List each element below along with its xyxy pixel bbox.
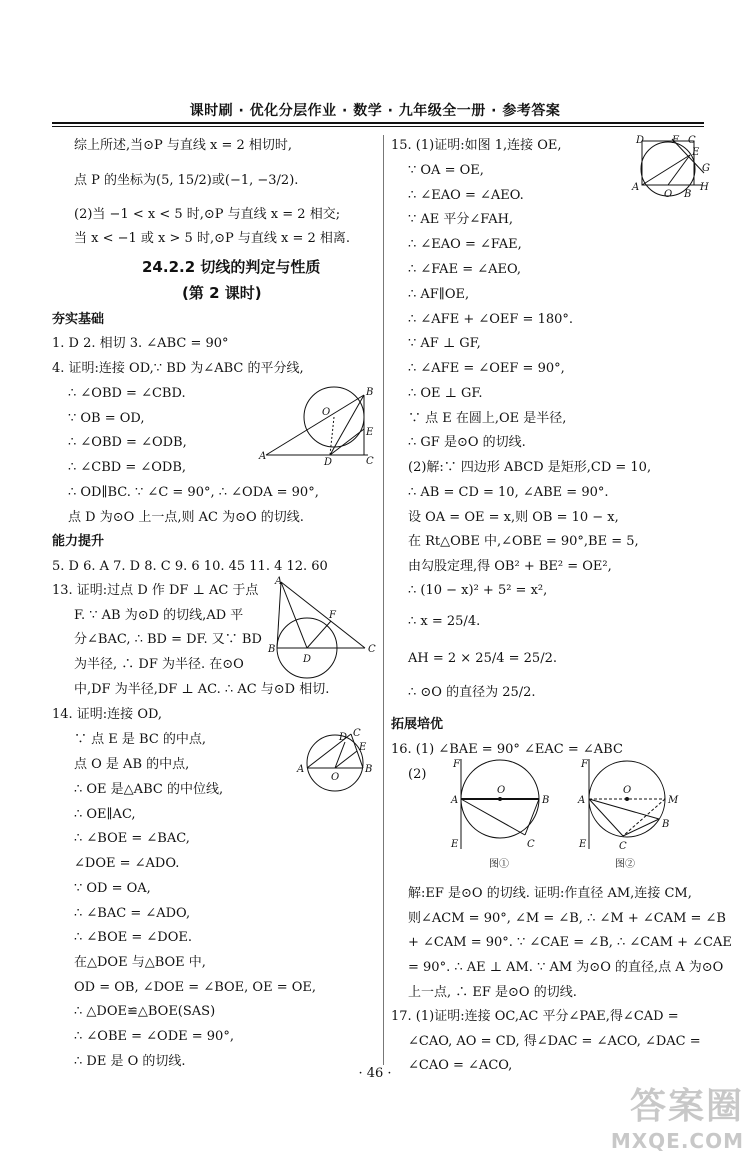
left-text-line: ∴ ∠BOE = ∠BAC, [74,831,190,846]
right-text-line: ∴ ⊙O 的直径为 25/2. [408,685,536,700]
left-text-line: 中,DF 为半径,DF ⊥ AC. ∴ AC 与⊙D 相切. [74,682,330,697]
left-text-line: 点 D 为⊙O 上一点,则 AC 为⊙O 的切线. [68,510,304,525]
right-text-line: ∴ AB = CD = 10, ∠ABE = 90°. [408,485,609,500]
left-text-line: ∵ 点 E 是 BC 的中点, [74,732,207,747]
right-text-line: ∠CAO = ∠ACO, [408,1058,513,1073]
left-text-line: 点 P 的坐标为(5, 15/2)或(−1, −3/2). [74,173,299,188]
fig15-label-c: C [688,135,696,146]
right-text-line: 由勾股定理,得 OB² + BE² = OE², [408,559,612,574]
left-text-line: 能力提升 [52,534,105,549]
fig14-label-a: A [297,764,305,775]
watermark [611,1078,744,1153]
left-text-line: ∴ △DOE≌△BOE(SAS) [74,1004,216,1019]
page-number: · 46 · [358,1066,392,1081]
right-text-line: 15. (1)证明:如图 1,连接 OE, [391,138,562,153]
left-text-line: 24.2.2 切线的判定与性质 [142,258,321,276]
fig16b-label-c: C [619,841,627,852]
fig15-label-g: G [702,163,710,174]
fig4-label-a: A [259,451,267,462]
right-text-line: ∴ GF 是⊙O 的切线. [408,435,526,450]
right-text-line: ∴ ∠FAE = ∠AEO, [408,262,522,277]
figure-q15 [628,135,708,201]
fig14-label-o: O [331,772,340,783]
fig13-label-c: C [368,644,376,655]
fig16a-label-b: B [542,795,550,806]
fig16b-label-b: B [662,819,670,830]
fig14-label-d: D [339,732,348,743]
running-header: 课时刷 · 优化分层作业 · 数学 · 九年级全一册 · 参考答案 [189,103,561,119]
fig16a-label-c: C [527,839,535,850]
left-text-line: 综上所述,当⊙P 与直线 x = 2 相切时, [74,138,293,153]
left-text-line: 14. 证明:连接 OD, [52,707,163,722]
left-text-line: ∴ ∠OBE = ∠ODE = 90°, [74,1029,234,1044]
watermark-line2: MXQE.COM [610,1129,744,1153]
fig16a-label-o: O [497,785,506,796]
fig16b-label-f: F [581,759,588,770]
fig13-label-b: B [268,644,276,655]
right-text-line: ∴ ∠EAO = ∠AEO. [408,188,524,203]
figure-q16-1 [445,755,555,873]
fig4-label-b: B [366,387,374,398]
right-text-line: 在 Rt△OBE 中,∠OBE = 90°,BE = 5, [408,534,639,549]
left-text-line: (2)当 −1 < x < 5 时,⊙P 与直线 x = 2 相交; [74,207,341,222]
right-text-line: ∴ ∠EAO = ∠FAE, [408,237,522,252]
fig16a-caption: 图① [489,859,509,870]
fig13-label-a: A [275,576,283,587]
left-text-line: 1. D 2. 相切 3. ∠ABC = 90° [52,336,229,351]
left-text-line: 13. 证明:过点 D 作 DF ⊥ AC 于点 [52,583,259,598]
left-text-line: 为半径, ∴ DF 为半径. 在⊙O [74,657,244,672]
left-text-line: (第 2 课时) [182,284,262,302]
left-text-line: OD = OB, ∠DOE = ∠BOE, OE = OE, [74,980,317,995]
left-text-line: ∴ OD∥BC. ∵ ∠C = 90°, ∴ ∠ODA = 90°, [68,485,319,500]
fig13-label-d: D [303,654,312,665]
right-text-line: ∵ AF ⊥ GF, [408,336,481,351]
left-text-line: ∴ DE 是 O 的切线. [74,1054,186,1069]
right-text-line: ∵ 点 E 在圆上,OE 是半径, [408,411,567,426]
right-text-line: ∠CAO, AO = CD, 得∠DAC = ∠ACO, ∠DAC = [408,1034,701,1049]
fig15-label-f: F [672,135,679,146]
left-text-line: ∠DOE = ∠ADO. [74,856,180,871]
fig15-label-b: B [684,189,692,200]
fig14-label-b: B [365,764,373,775]
left-text-line: ∴ ∠CBD = ∠ODB, [68,460,187,475]
fig16b-label-e: E [579,839,587,850]
right-text-line: AH = 2 × 25/4 = 25/2. [408,651,557,666]
right-text-line: + ∠CAM = 90°. ∵ ∠CAE = ∠B, ∴ ∠CAM + ∠CAE [408,935,732,950]
fig15-label-e: E [692,147,700,158]
right-text-line: (2) [408,767,427,782]
header-rule-thin [52,126,704,127]
right-text-line: ∴ AF∥OE, [408,287,470,302]
right-text-line: 16. (1) ∠BAE = 90° ∠EAC = ∠ABC [391,742,623,757]
left-text-line: ∴ ∠OBD = ∠CBD. [68,386,186,401]
left-text-line: ∴ ∠BAC = ∠ADO, [74,906,191,921]
left-text-line: 分∠BAC, ∴ BD = DF. 又∵ BD [74,632,262,647]
left-text-line: 夯实基础 [52,312,105,327]
left-text-line: 5. D 6. A 7. D 8. C 9. 6 10. 45 11. 4 12. 60 [52,559,328,574]
column-divider [383,135,384,1065]
right-text-line: 拓展培优 [391,717,444,732]
left-text-line: 4. 证明:连接 OD,∵ BD 为∠ABC 的平分线, [52,361,304,376]
right-text-line: ∴ (10 − x)² + 5² = x², [408,583,548,598]
right-text-line: ∴ ∠AFE + ∠OEF = 180°. [408,312,574,327]
fig15-label-d: D [636,135,645,146]
right-text-line: 解:EF 是⊙O 的切线. 证明:作直径 AM,连接 CM, [408,886,692,901]
left-text-line: ∴ ∠BOE = ∠DOE. [74,930,192,945]
fig16a-label-e: E [451,839,459,850]
fig16b-label-o: O [623,785,632,796]
fig16a-label-a: A [451,795,459,806]
fig16b-label-a: A [578,795,586,806]
left-text-line: 当 x < −1 或 x > 5 时,⊙P 与直线 x = 2 相离. [74,231,351,246]
fig4-label-c: C [366,456,374,467]
figure-q14 [295,728,375,784]
left-text-line: F. ∵ AB 为⊙D 的切线,AD 平 [74,608,244,623]
fig4-label-o: O [322,407,331,418]
right-text-line: 17. (1)证明:连接 OC,AC 平分∠PAE,得∠CAD = [391,1009,679,1024]
figure-q16-2 [575,755,685,873]
left-text-line: ∵ OD = OA, [74,881,151,896]
right-text-line: ∴ ∠AFE = ∠OEF = 90°, [408,361,565,376]
fig15-label-h: H [700,182,709,193]
right-text-line: ∵ AE 平分∠FAH, [408,212,514,227]
left-text-line: ∵ OB = OD, [68,411,145,426]
left-text-line: ∴ OE∥AC, [74,807,136,822]
left-text-line: ∴ ∠OBD = ∠ODB, [68,435,187,450]
fig4-label-e: E [366,427,374,438]
figure-q13 [265,578,380,668]
right-text-line: (2)解:∵ 四边形 ABCD 是矩形,CD = 10, [408,460,652,475]
right-text-line: = 90°. ∴ AE ⊥ AM. ∵ AM 为⊙O 的直径,点 A 为⊙O [408,960,724,975]
fig15-label-a: A [632,182,640,193]
right-text-line: ∵ OA = OE, [408,163,484,178]
left-text-line: 在△DOE 与△BOE 中, [74,955,206,970]
right-text-line: 则∠ACM = 90°, ∠M = ∠B, ∴ ∠M + ∠CAM = ∠B [408,911,726,926]
left-text-line: ∴ OE 是△ABC 的中位线, [74,782,224,797]
right-text-line: 上一点, ∴ EF 是⊙O 的切线. [408,985,577,1000]
fig16b-caption: 图② [615,859,635,870]
left-text-line: 点 O 是 AB 的中点, [74,757,190,772]
fig4-label-d: D [324,457,333,468]
right-text-line: ∴ x = 25/4. [408,614,481,629]
watermark-line1: 答案圈 [629,1086,744,1127]
fig14-label-c: C [353,728,361,739]
right-text-line: 设 OA = OE = x,则 OB = 10 − x, [408,510,619,525]
right-text-line: ∴ OE ⊥ GF. [408,386,483,401]
fig16a-label-f: F [453,759,460,770]
figure-q4 [258,385,378,468]
fig14-label-e: E [359,742,367,753]
header-rule [52,122,704,124]
fig13-label-f: F [329,610,336,621]
fig16b-label-m: M [668,795,679,806]
fig15-label-o: O [664,189,673,200]
